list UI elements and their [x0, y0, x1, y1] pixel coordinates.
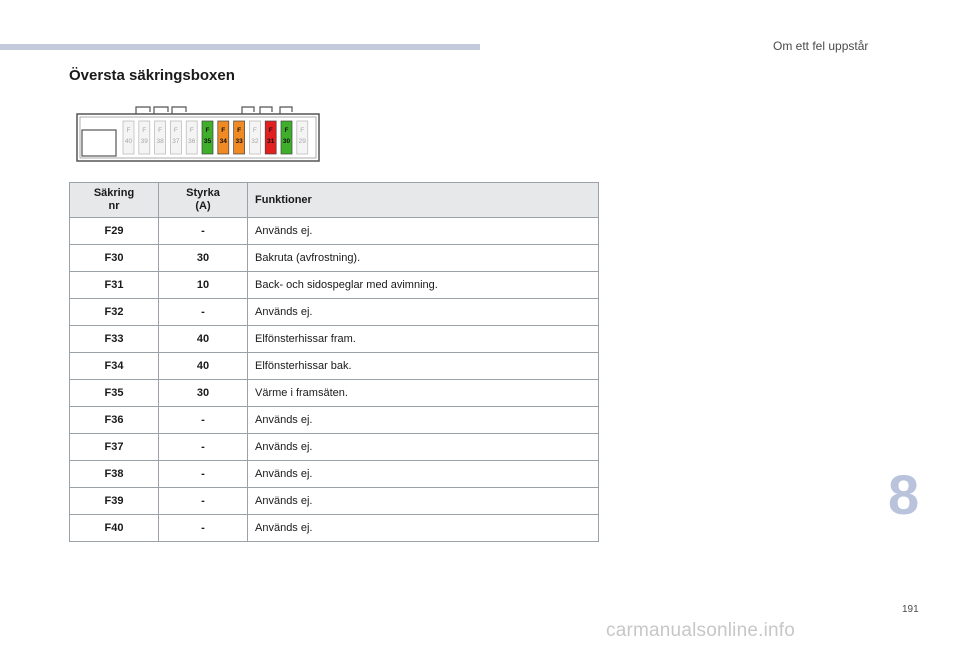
fuse-number: F30 [70, 245, 159, 272]
fuse-number: F40 [70, 515, 159, 542]
table-row [70, 245, 599, 272]
fuse-slot-36 [186, 121, 197, 154]
fuse-number-label: 37 [172, 138, 180, 145]
fuse-number-label: 40 [124, 138, 133, 145]
chapter-title: Om ett fel uppstår [773, 39, 869, 53]
fuse-number: F39 [70, 488, 159, 515]
fuse-function: Används ej. [248, 407, 599, 434]
fuse-slot-30 [281, 121, 292, 154]
fuse-function: Elfönsterhissar bak. [248, 353, 599, 380]
fuse-slot-32 [249, 121, 260, 154]
fuse-rating: - [159, 434, 248, 461]
fuse-letter: F [126, 127, 131, 134]
fuse-letter: F [268, 127, 273, 134]
fuse-letter: F [237, 127, 242, 134]
table-row [70, 380, 599, 407]
fuse-slot-34 [218, 121, 229, 154]
fuse-number: F38 [70, 461, 159, 488]
fuse-slot-31 [265, 121, 276, 154]
fuse-rating: 40 [159, 326, 248, 353]
fusebox-diagram [70, 100, 330, 166]
fuse-table [69, 182, 599, 542]
fuse-slot-40 [123, 121, 134, 154]
fuse-number-label: 30 [282, 138, 291, 145]
fuse-rating: 30 [159, 245, 248, 272]
fuse-number-label: 34 [219, 138, 227, 145]
fuse-slot-39 [139, 121, 150, 154]
header-accent-bar [0, 44, 480, 50]
fuse-function: Används ej. [248, 488, 599, 515]
fuse-rating: 30 [159, 380, 248, 407]
fuse-slot-33 [234, 121, 245, 154]
fuse-rating: 40 [159, 353, 248, 380]
fuse-rating: - [159, 218, 248, 245]
fuse-number: F33 [70, 326, 159, 353]
fuse-number-label: 36 [188, 138, 196, 145]
table-row [70, 461, 599, 488]
fusebox-relay [82, 130, 116, 156]
fuse-slot-37 [170, 121, 181, 154]
table-row [70, 407, 599, 434]
fuse-number: F32 [70, 299, 159, 326]
fuse-letter: F [173, 127, 178, 134]
fusebox-connectors [136, 107, 292, 114]
fuse-number-label: 32 [251, 138, 259, 145]
section-title: Översta säkringsboxen [69, 67, 235, 84]
fuse-number: F35 [70, 380, 159, 407]
fuse-number: F34 [70, 353, 159, 380]
fuse-function: Värme i framsäten. [248, 380, 599, 407]
fuse-number-label: 39 [140, 138, 148, 145]
fuse-letter: F [221, 127, 226, 134]
fuse-number-label: 33 [235, 138, 243, 145]
fuse-letter: F [142, 127, 147, 134]
header-function: Funktioner [248, 183, 599, 218]
fuse-number-label: 29 [298, 138, 306, 145]
fuse-letter: F [300, 127, 305, 134]
table-row [70, 326, 599, 353]
fuse-rating: - [159, 515, 248, 542]
fuse-number: F29 [70, 218, 159, 245]
fuse-function: Används ej. [248, 434, 599, 461]
chapter-number: 8 [888, 463, 920, 526]
header-fuse-number: Säkring nr [70, 183, 159, 218]
table-row [70, 218, 599, 245]
fuse-rating: - [159, 488, 248, 515]
fuse-letter: F [158, 127, 163, 134]
fuse-number-label: 38 [156, 138, 164, 145]
fuse-function: Används ej. [248, 218, 599, 245]
table-header-row [70, 183, 599, 218]
page-number: 191 [902, 604, 919, 615]
fuse-number-label: 31 [267, 138, 275, 145]
fuse-slot-38 [155, 121, 166, 154]
fuse-letter: F [205, 127, 210, 134]
table-row [70, 299, 599, 326]
fuse-function: Elfönsterhissar fram. [248, 326, 599, 353]
fuse-number: F37 [70, 434, 159, 461]
fuse-rating: 10 [159, 272, 248, 299]
fuse-slot-29 [297, 121, 308, 154]
fuse-function: Back- och sidospeglar med avimning. [248, 272, 599, 299]
table-row [70, 434, 599, 461]
fuse-function: Används ej. [248, 299, 599, 326]
fuse-rating: - [159, 407, 248, 434]
table-row [70, 272, 599, 299]
fuse-function: Bakruta (avfrostning). [248, 245, 599, 272]
fuse-number-label: 35 [203, 138, 212, 145]
table-row [70, 515, 599, 542]
fuse-letter: F [189, 127, 194, 134]
fuse-slot-35 [202, 121, 213, 154]
fuse-rating: - [159, 299, 248, 326]
watermark: carmanualsonline.info [606, 620, 796, 641]
fuse-function: Används ej. [248, 515, 599, 542]
table-row [70, 353, 599, 380]
fuse-rating: - [159, 461, 248, 488]
fuse-number: F31 [70, 272, 159, 299]
fuse-letter: F [284, 127, 289, 134]
fuse-letter: F [252, 127, 257, 134]
fuse-function: Används ej. [248, 461, 599, 488]
header-rating: Styrka (A) [159, 183, 248, 218]
table-row [70, 488, 599, 515]
fuse-number: F36 [70, 407, 159, 434]
